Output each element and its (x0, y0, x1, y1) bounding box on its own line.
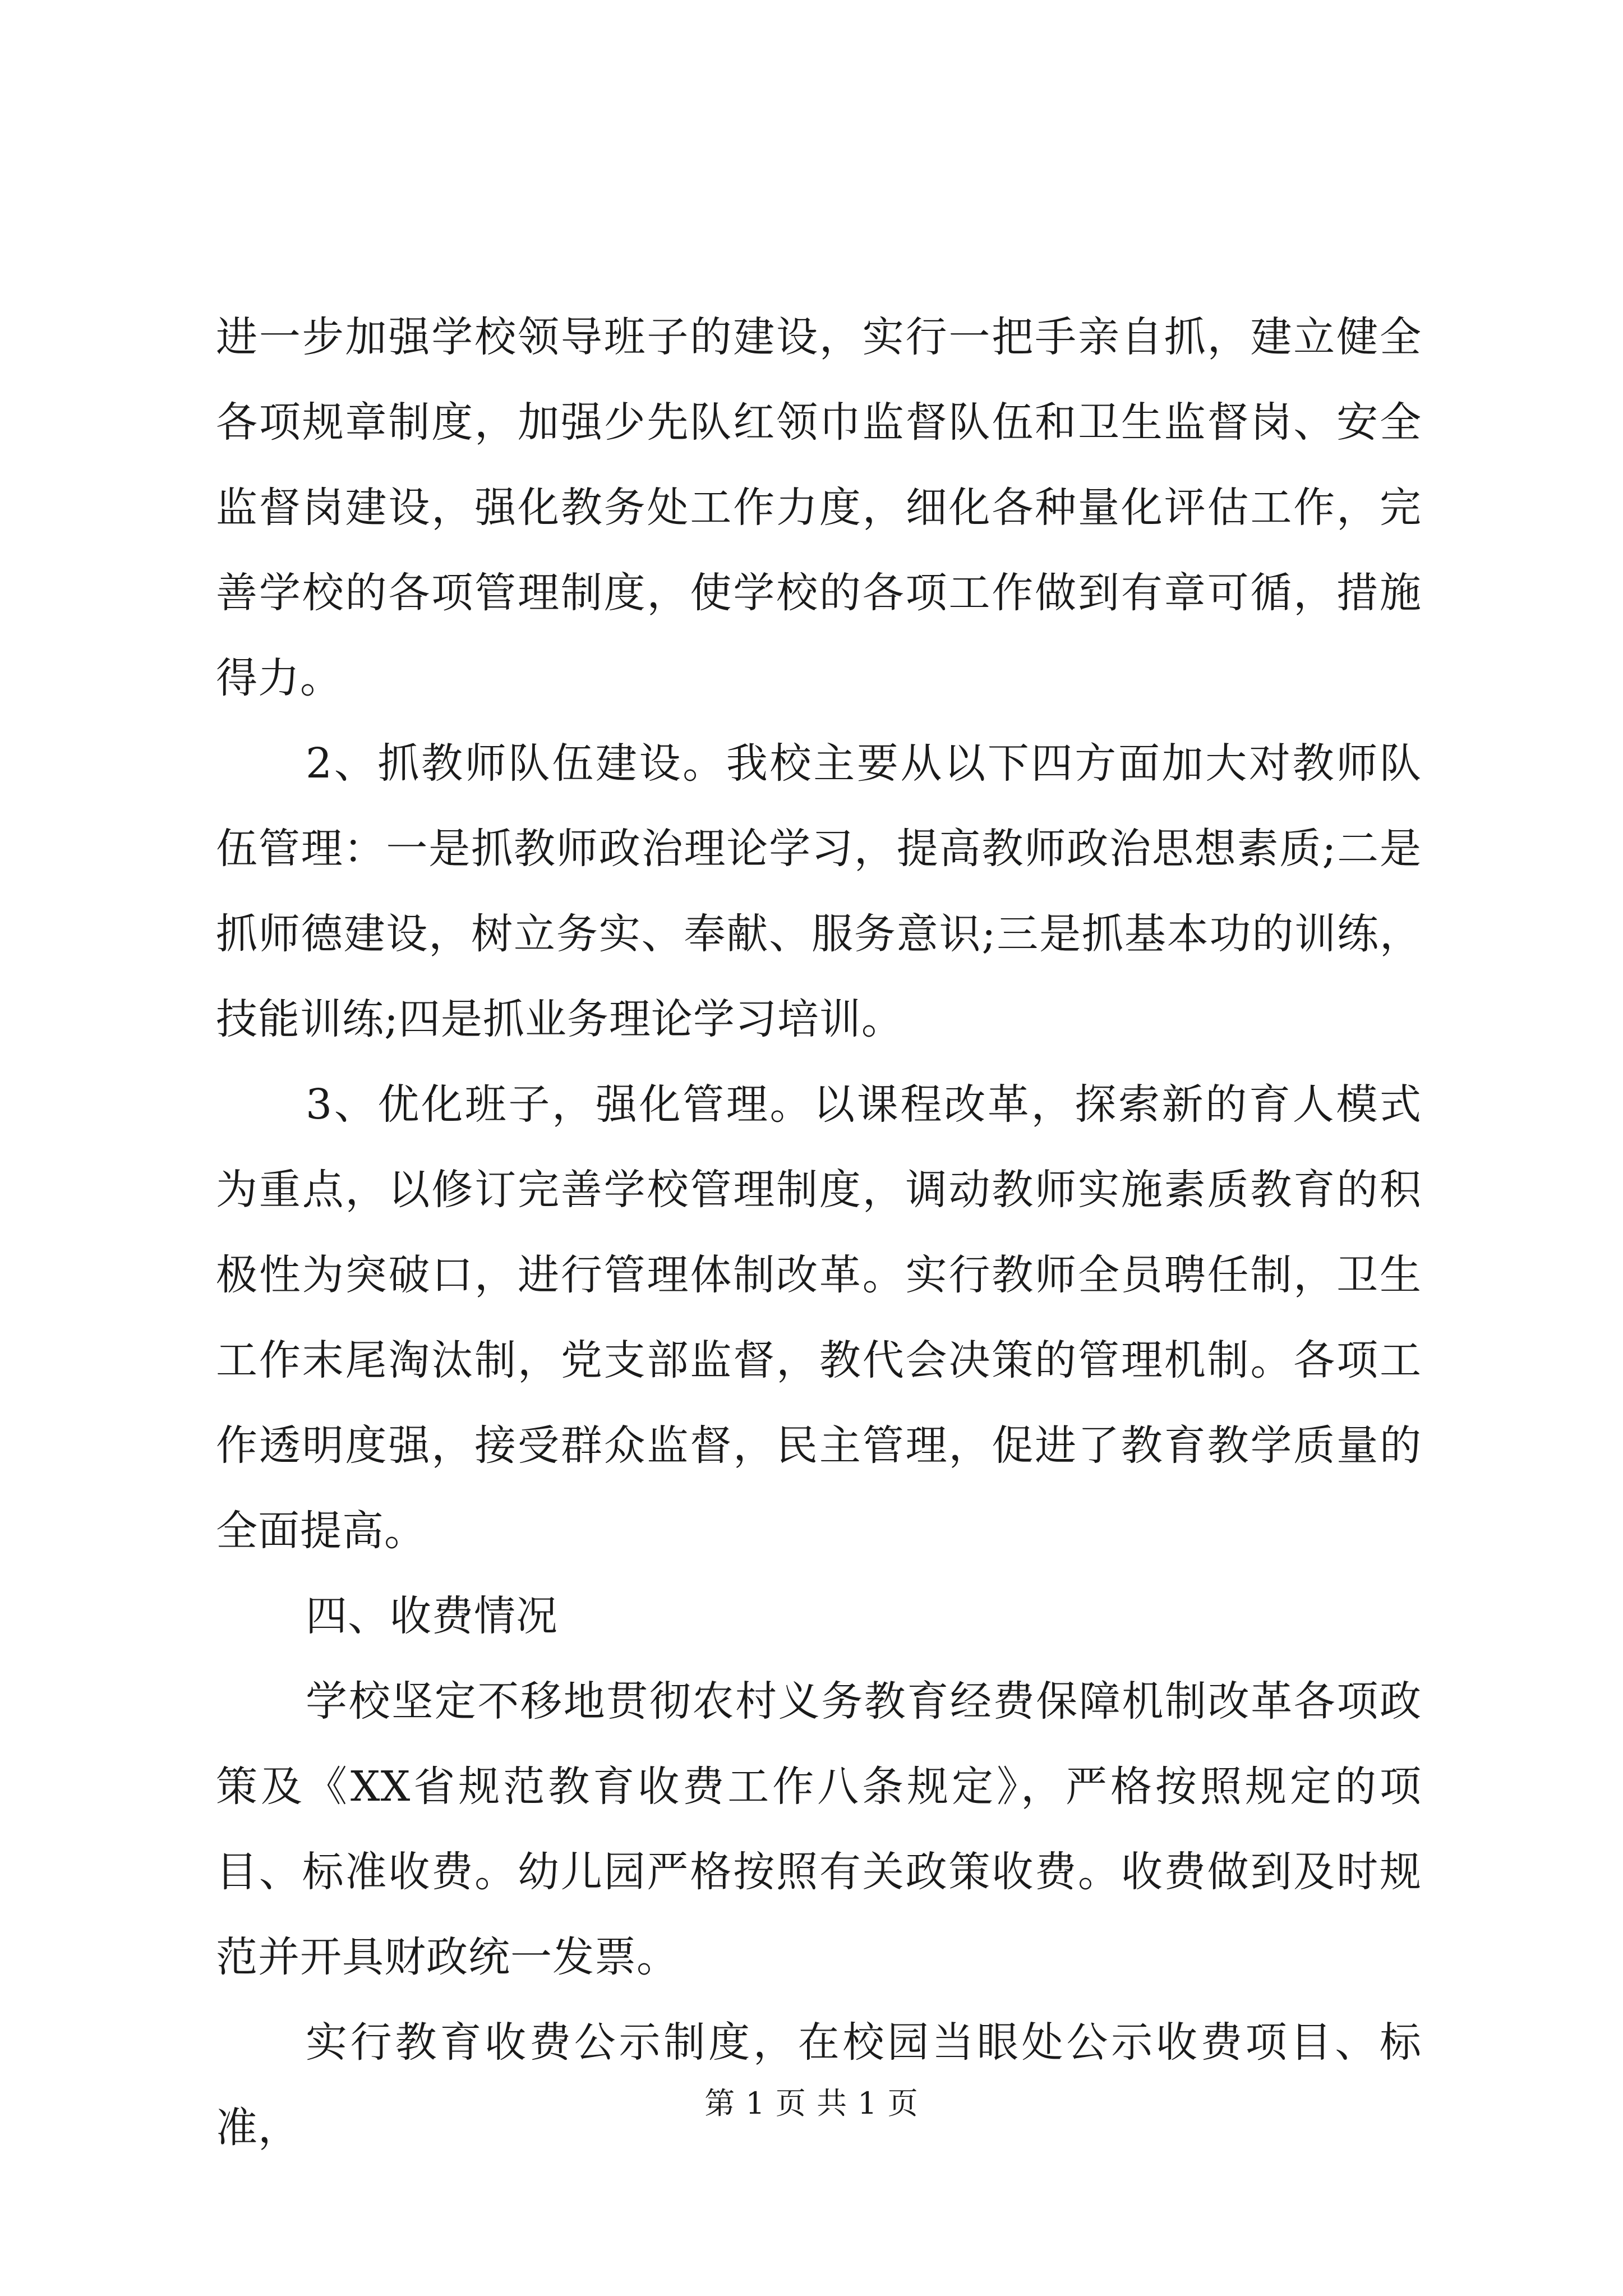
paragraph-teacher-team: 2、抓教师队伍建设。我校主要从以下四方面加大对教师队伍管理：一是抓教师政治理论学习，提高教师政治思想素质;二是抓师德建设，树立务实、奉献、服务意识;三是抓基本功的训练，技能训练;四是抓业务理论学习培训。 (216, 739, 1422, 1043)
section-heading-fees: 四、收费情况 (306, 1592, 558, 1640)
document-body (216, 295, 1422, 2170)
paragraph-fee-disclosure: 实行教育收费公示制度，在校园当眼处公示收费项目、标准， (216, 2018, 1422, 2152)
paragraph-leadership: 进一步加强学校领导班子的建设，实行一把手亲自抓，建立健全各项规章制度，加强少先队红领巾监督队伍和卫生监督岗、安全监督岗建设，强化教务处工作力度，细化各种量化评估工作，完善学校的各项管理制度，使学校的各项工作做到有章可循，措施得力。 (216, 313, 1422, 702)
page-footer: 第 1 页 共 1 页 (704, 2086, 919, 2121)
paragraph-fee-policy: 学校坚定不移地贯彻农村义务教育经费保障机制改革各项政策及《XX省规范教育收费工作八条规定》，严格按照规定的项目、标准收费。幼儿园严格按照有关政策收费。收费做到及时规范并开具财政统一发票。 (216, 1677, 1422, 1981)
paragraph-management: 3、优化班子，强化管理。以课程改革，探索新的育人模式为重点，以修订完善学校管理制度，调动教师实施素质教育的积极性为突破口，进行管理体制改革。实行教师全员聘任制，卫生工作末尾淘汰制，党支部监督，教代会决策的管理机制。各项工作透明度强，接受群众监督，民主管理，促进了教育教学质量的全面提高。 (216, 1080, 1422, 1555)
